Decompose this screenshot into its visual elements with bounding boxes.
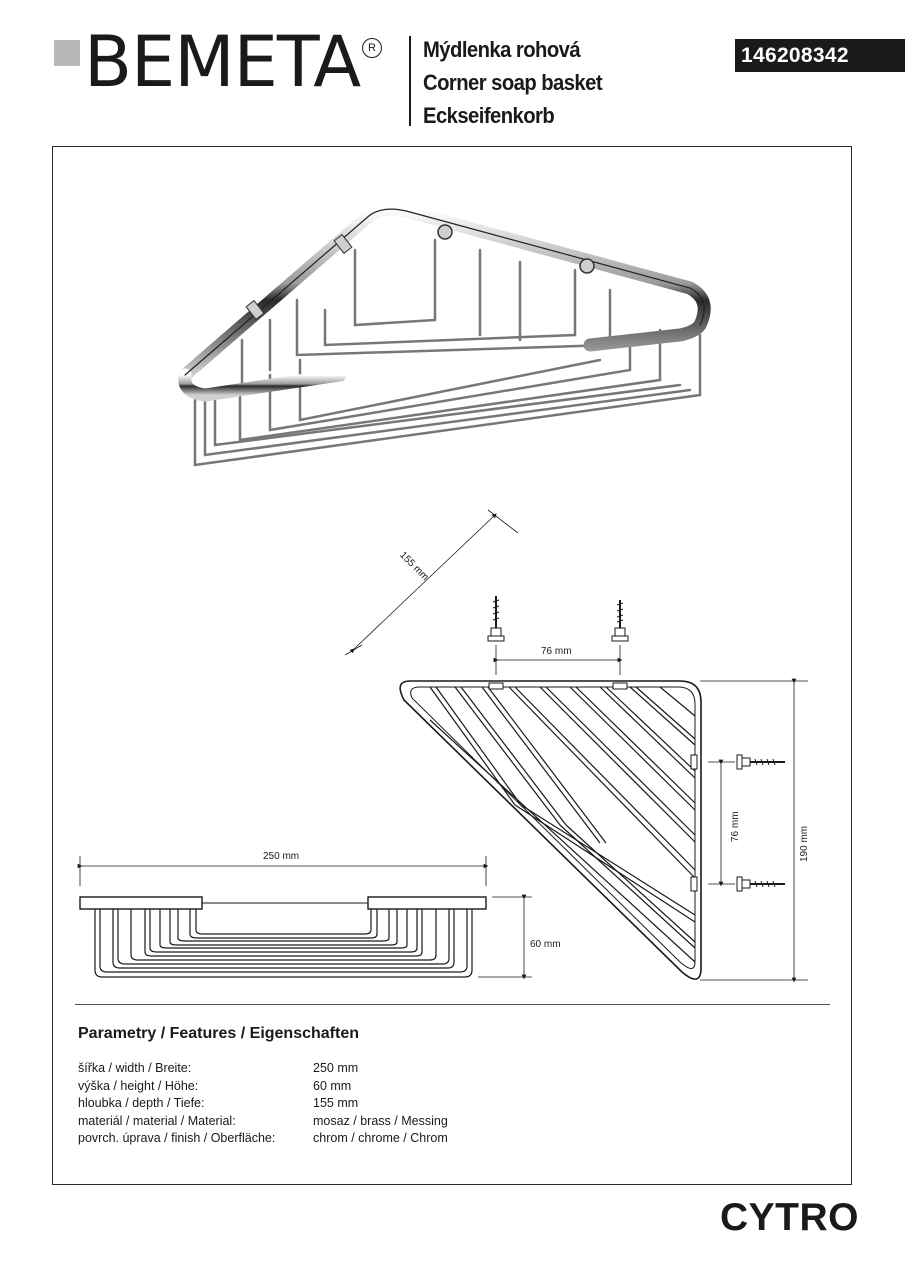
feature-value: 250 mm — [313, 1061, 359, 1075]
screw-spacing-top-label: 76 mm — [541, 646, 572, 657]
screw-spacing-side-label: 76 mm — [730, 811, 741, 842]
features-table — [78, 1060, 448, 1148]
depth-label: 155 mm — [397, 549, 431, 584]
features-divider — [75, 1004, 830, 1005]
features-title: Parametry / Features / Eigenschaften — [78, 1025, 359, 1042]
product-code: 146208342 — [735, 39, 905, 72]
front-view — [80, 897, 486, 977]
feature-row — [78, 1130, 448, 1148]
feature-value: chrom / chrome / Chrom — [313, 1131, 448, 1145]
feature-label: hloubka / depth / Tiefe: — [78, 1096, 205, 1110]
product-photo — [185, 209, 705, 465]
feature-row — [78, 1113, 448, 1131]
series-name: CYTRO — [720, 1196, 859, 1239]
screw-icon — [737, 755, 785, 891]
brand-logo: BEMETA — [84, 21, 361, 103]
height-side-dimension — [700, 681, 808, 980]
title-en: Corner soap basket — [423, 70, 603, 95]
feature-label: šířka / width / Breite: — [78, 1061, 192, 1075]
feature-value: 155 mm — [313, 1096, 359, 1110]
title-de: Eckseifenkorb — [423, 103, 555, 128]
feature-value: 60 mm — [313, 1078, 352, 1093]
feature-value: mosaz / brass / Messing — [313, 1113, 448, 1128]
height-label: 60 mm — [530, 939, 561, 950]
feature-row — [78, 1078, 448, 1096]
feature-label: povrch. úprava / finish / Oberfläche: — [78, 1131, 276, 1145]
width-label: 250 mm — [263, 851, 300, 862]
screw-icon — [488, 596, 628, 641]
feature-label: materiál / material / Material: — [78, 1113, 236, 1128]
registered-mark: R — [362, 38, 382, 58]
feature-row — [78, 1060, 448, 1078]
feature-label: výška / height / Höhe: — [78, 1078, 199, 1093]
feature-row — [78, 1095, 448, 1113]
top-view — [400, 681, 701, 979]
title-cz: Mýdlenka rohová — [423, 37, 581, 62]
height-side-label: 190 mm — [799, 825, 810, 862]
